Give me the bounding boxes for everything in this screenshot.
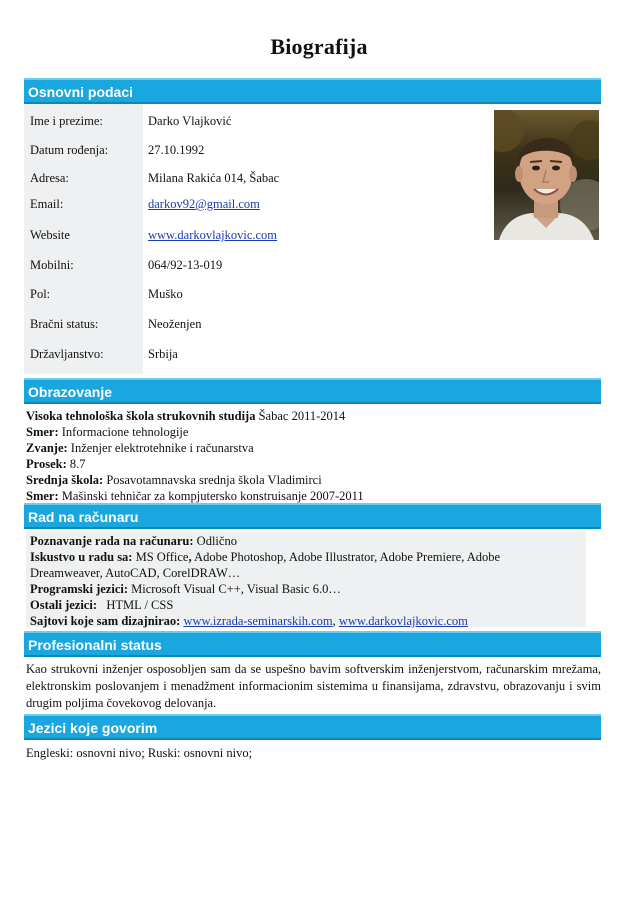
info-row-email [24,197,494,217]
info-value: 27.10.1992 [148,143,205,157]
info-row-mobile [24,258,494,278]
average-label: Prosek: [26,457,67,471]
profile-photo-drawing [494,110,599,240]
section-header-jezici [24,714,601,740]
info-label: Adresa: [30,171,69,185]
info-value: Neoženjen [148,317,202,331]
experience-label: Iskustvo u radu sa: [30,550,133,564]
info-label: Mobilni: [30,258,74,272]
info-value: Darko Vlajković [148,114,232,128]
info-row-address [24,171,494,191]
info-value: Muško [148,287,183,301]
school-label: Visoka tehnološka škola strukovnih studija [26,409,256,423]
info-label: Datum rođenja: [30,143,109,157]
experience-value-cont: Adobe Photoshop, Adobe Illustrator, Adobe Premiere, Adobe [191,550,501,564]
section-title: Obrazovanje [28,384,113,400]
skills-line-experience [30,549,550,565]
section-header-osnovni-podaci [24,78,601,104]
info-value: Milana Rakića 014, Šabac [148,171,280,185]
info-label: Website [30,228,70,242]
computer-skills-block [30,533,550,629]
proficiency-value: Odlično [193,534,237,548]
info-row-marital-status [24,317,494,337]
website-link[interactable]: www.darkovlajkovic.com [148,228,278,242]
header-stripe [24,655,601,657]
header-stripe [24,402,601,404]
sites-label: Sajtovi koje sam dizajnirao: [30,614,181,628]
section-title: Rad na računaru [28,509,139,525]
education-line-major [26,424,601,440]
high-school-major-label: Smer: [26,489,59,503]
info-row-birthdate [24,143,494,163]
section-header-obrazovanje [24,378,601,404]
page-title: Biografija [270,34,368,59]
high-school-major-value: Mašinski tehničar za kompjutersko konstruisanje 2007-2011 [58,489,364,503]
proficiency-label: Poznavanje rada na računaru: [30,534,194,548]
skills-line-sites [30,613,550,629]
section-header-rad-na-racunaru [24,503,601,529]
section-title: Jezici koje govorim [28,720,158,736]
info-label: Ime i prezime: [30,114,103,128]
profile-photo [494,110,599,240]
skills-line-other-languages [30,597,550,613]
education-line-high-school-major [26,488,601,504]
experience-comma: , [188,550,192,564]
skills-line-programming [30,581,550,597]
experience-value: MS Office [132,550,189,564]
education-block [26,408,601,504]
title-value: Inženjer elektrotehnike i računarstva [67,441,254,455]
languages-text: Engleski: osnovni nivo; Ruski: osnovni nivo; [26,746,253,760]
title-label: Zvanje: [26,441,68,455]
info-label: Email: [30,197,64,211]
major-value: Informacione tehnologije [58,425,189,439]
other-languages-label: Ostali jezici: [30,598,97,612]
site-separator: , [332,614,339,628]
section-title: Osnovni podaci [28,84,134,100]
info-row-citizenship [24,347,494,367]
education-line-average [26,456,601,472]
email-link[interactable]: darkov92@gmail.com [148,197,260,211]
site-link-seminarski[interactable]: www.izrada-seminarskih.com [183,614,333,628]
section-title: Profesionalni status [28,637,162,653]
skills-line-experience-cont: Dreamweaver, AutoCAD, CorelDRAW… [30,566,241,580]
header-stripe [24,738,601,740]
info-row-name [24,114,494,134]
programming-label: Programski jezici: [30,582,128,596]
major-label: Smer: [26,425,59,439]
site-link-darkovlajkovic[interactable]: www.darkovlajkovic.com [338,614,468,628]
high-school-value: Posavotamnavska srednja škola Vladimirci [103,473,322,487]
average-value: 8.7 [66,457,86,471]
info-label: Pol: [30,287,51,301]
info-row-website [24,228,494,248]
programming-value: Microsoft Visual C++, Visual Basic 6.0… [128,582,341,596]
education-line-title [26,440,601,456]
education-line-school [26,408,601,424]
info-label: Bračni status: [30,317,99,331]
header-stripe [24,527,601,529]
other-languages-value: HTML / CSS [97,598,174,612]
skills-line-proficiency [30,533,550,549]
education-line-high-school [26,472,601,488]
info-value: Srbija [148,347,178,361]
school-value: Šabac 2011-2014 [255,409,346,423]
info-row-gender [24,287,494,307]
info-label: Državljanstvo: [30,347,104,361]
professional-status-text: Kao strukovni inženjer osposobljen sam da se uspešno bavim softverskim inženjerstvom, računarskim mrežama, elektronskim poslovanjem i menadžment informacionim sistemima u finansijama, zdravstvu, obrazovanju i svim drugim poljima čovekovog delovanja. [26,662,601,710]
info-value: 064/92-13-019 [148,258,223,272]
high-school-label: Srednja škola: [26,473,104,487]
section-header-profesionalni-status [24,631,601,657]
